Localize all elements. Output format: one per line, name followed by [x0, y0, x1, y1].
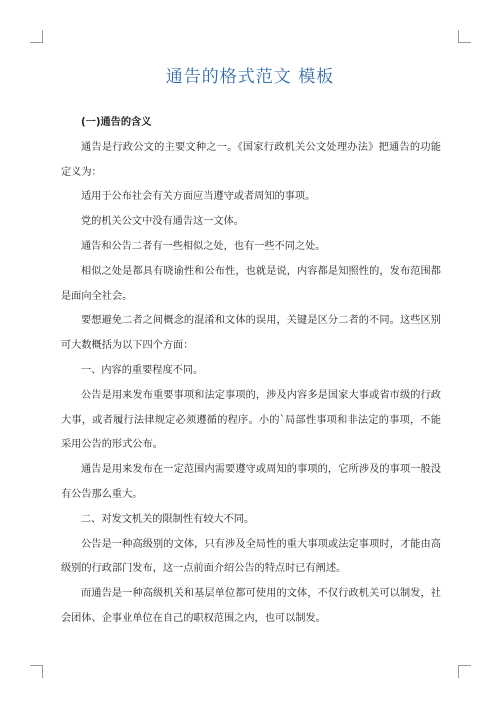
- crop-mark-top-left: [30, 30, 43, 43]
- body-paragraph: 通告是行政公文的主要文种之一。《国家行政机关公文处理办法》把通告的功能定义为：: [61, 141, 441, 178]
- body-paragraph: 公告是一种高级别的文体，只有涉及全局性的重大事项或法定事项时，才能由高级别的行政部门发布，这一点前面介绍公告的特点时已有阐述。: [61, 538, 441, 575]
- body-paragraph: 公告是用来发布重要事项和法定事项的，涉及内容多是国家大事或省市级的行政大事，或者履行法律规定必须遵循的程序。小的`局部性事项和非法定的事项，不能采用公告的形式公布。: [61, 389, 441, 451]
- body-paragraph: 相似之处是都具有晓谕性和公布性，也就是说，内容都是知照性的，发布范围都是面向全社会。: [61, 265, 441, 302]
- body-paragraph: 通告和公告二者有一些相似之处，也有一些不同之处。: [81, 240, 326, 252]
- body-paragraph: 而通告是一种高级机关和基层单位都可使用的文体，不仅行政机关可以制发，社会团体、企事业单位在自己的职权范围之内，也可以制发。: [61, 588, 441, 624]
- crop-mark-bottom-left: [30, 665, 43, 678]
- crop-mark-bottom-right: [458, 665, 471, 678]
- document-body: [61, 111, 441, 632]
- body-paragraph: 党的机关公文中没有通告这一文体。: [81, 216, 244, 228]
- document-title: 通告的格式范文 模板: [165, 67, 335, 87]
- body-paragraph: 适用于公布社会有关方面应当遵守或者周知的事项。: [81, 191, 316, 203]
- crop-mark-top-right: [458, 30, 471, 43]
- subsection-heading: 一、内容的重要程度不同。: [81, 364, 204, 376]
- body-paragraph: 通告是用来发布在一定范围内需要遵守或周知的事项的，它所涉及的事项一般没有公告那么重大。: [61, 464, 441, 500]
- section-heading: (一)通告的含义: [81, 117, 152, 128]
- body-paragraph: 要想避免二者之间概念的混淆和文体的误用，关键是区分二者的不同。这些区别可大数概括为以下四个方面：: [61, 315, 441, 352]
- subsection-heading: 二、对发文机关的限制性有较大不同。: [81, 513, 255, 525]
